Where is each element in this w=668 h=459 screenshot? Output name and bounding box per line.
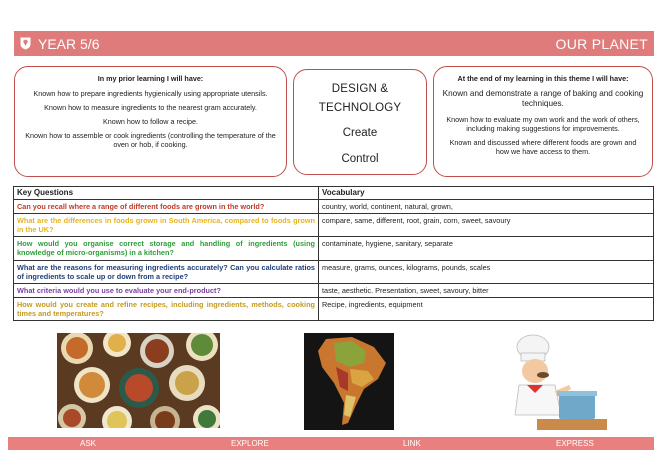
end-learning-title: At the end of my learning in this theme I will have: [457, 74, 629, 83]
table-row [14, 297, 654, 320]
table-row [14, 283, 654, 297]
prior-learning-box [14, 66, 287, 177]
header-banner [14, 31, 654, 56]
prior-item: Known how to measure ingredients to the nearest gram accurately. [44, 103, 257, 112]
table-header-row [14, 187, 654, 200]
key-question: What criteria would you use to evaluate your end-product? [14, 283, 319, 297]
table-row [14, 237, 654, 260]
south-america-food-map-image [304, 333, 394, 430]
footer-explore: EXPLORE [231, 439, 269, 448]
food-dishes-image [57, 333, 220, 428]
prior-item: Known how to follow a recipe. [102, 117, 199, 126]
footer-bar [8, 437, 654, 450]
key-question: What are the reasons for measuring ingredients accurately? Can you calculate ratios of ingredients to scale up or down from a recipe? [14, 260, 319, 283]
end-item: Known and demonstrate a range of baking and cooking techniques. [442, 89, 644, 109]
key-questions-table [13, 186, 654, 321]
footer-link: LINK [403, 439, 421, 448]
footer-ask: ASK [80, 439, 97, 448]
vocabulary-header: Vocabulary [319, 187, 654, 200]
school-crest-icon [20, 37, 31, 50]
subject-box [293, 69, 427, 175]
subject-line-2: TECHNOLOGY [318, 102, 402, 114]
vocabulary-cell: taste, aesthetic. Presentation, sweet, savoury, bitter [319, 283, 654, 297]
key-questions-header: Key Questions [14, 187, 319, 200]
key-question: Can you recall where a range of different foods are grown in the world? [14, 200, 319, 214]
strand-create: Create [342, 127, 378, 139]
vocabulary-cell: compare, same, different, root, grain, corn, sweet, savoury [319, 214, 654, 237]
vocabulary-cell: country, world, continent, natural, grown, [319, 200, 654, 214]
end-item: Known how to evaluate my own work and the work of others, including making suggestions for improvements. [446, 114, 640, 133]
table-row [14, 200, 654, 214]
table-row [14, 214, 654, 237]
end-item: Known and discussed where different foods are grown and how we have access to them. [449, 137, 637, 156]
vocabulary-cell: Recipe, ingredients, equipment [319, 297, 654, 320]
table-row [14, 260, 654, 283]
subject-line-1: DESIGN & [331, 83, 389, 95]
topic-title: OUR PLANET [555, 35, 648, 52]
prior-item: Known how to assemble or cook ingredients (controlling the temperature of the oven or hob, if cooking. [25, 131, 276, 149]
prior-item: Known how to prepare ingredients hygienically using appropriate utensils. [33, 89, 268, 98]
strand-control: Control [341, 153, 379, 165]
footer-express: EXPRESS [556, 439, 594, 448]
key-question: How would you organise correct storage and handling of ingredients (using knowledge of micro-organisms) in a kitchen? [14, 237, 319, 260]
prior-learning-title: In my prior learning I will have: [97, 74, 204, 83]
end-learning-box [433, 66, 653, 177]
vocabulary-cell: contaminate, hygiene, sanitary, separate [319, 237, 654, 260]
key-question: What are the differences in foods grown in South America, compared to foods grown in the UK? [14, 214, 319, 237]
key-question: How would you create and refine recipes, including ingredients, methods, cooking times and temperatures? [14, 297, 319, 320]
chef-cartoon-image [497, 333, 607, 430]
vocabulary-cell: measure, grams, ounces, kilograms, pounds, scales [319, 260, 654, 283]
year-group: YEAR 5/6 [38, 35, 100, 52]
